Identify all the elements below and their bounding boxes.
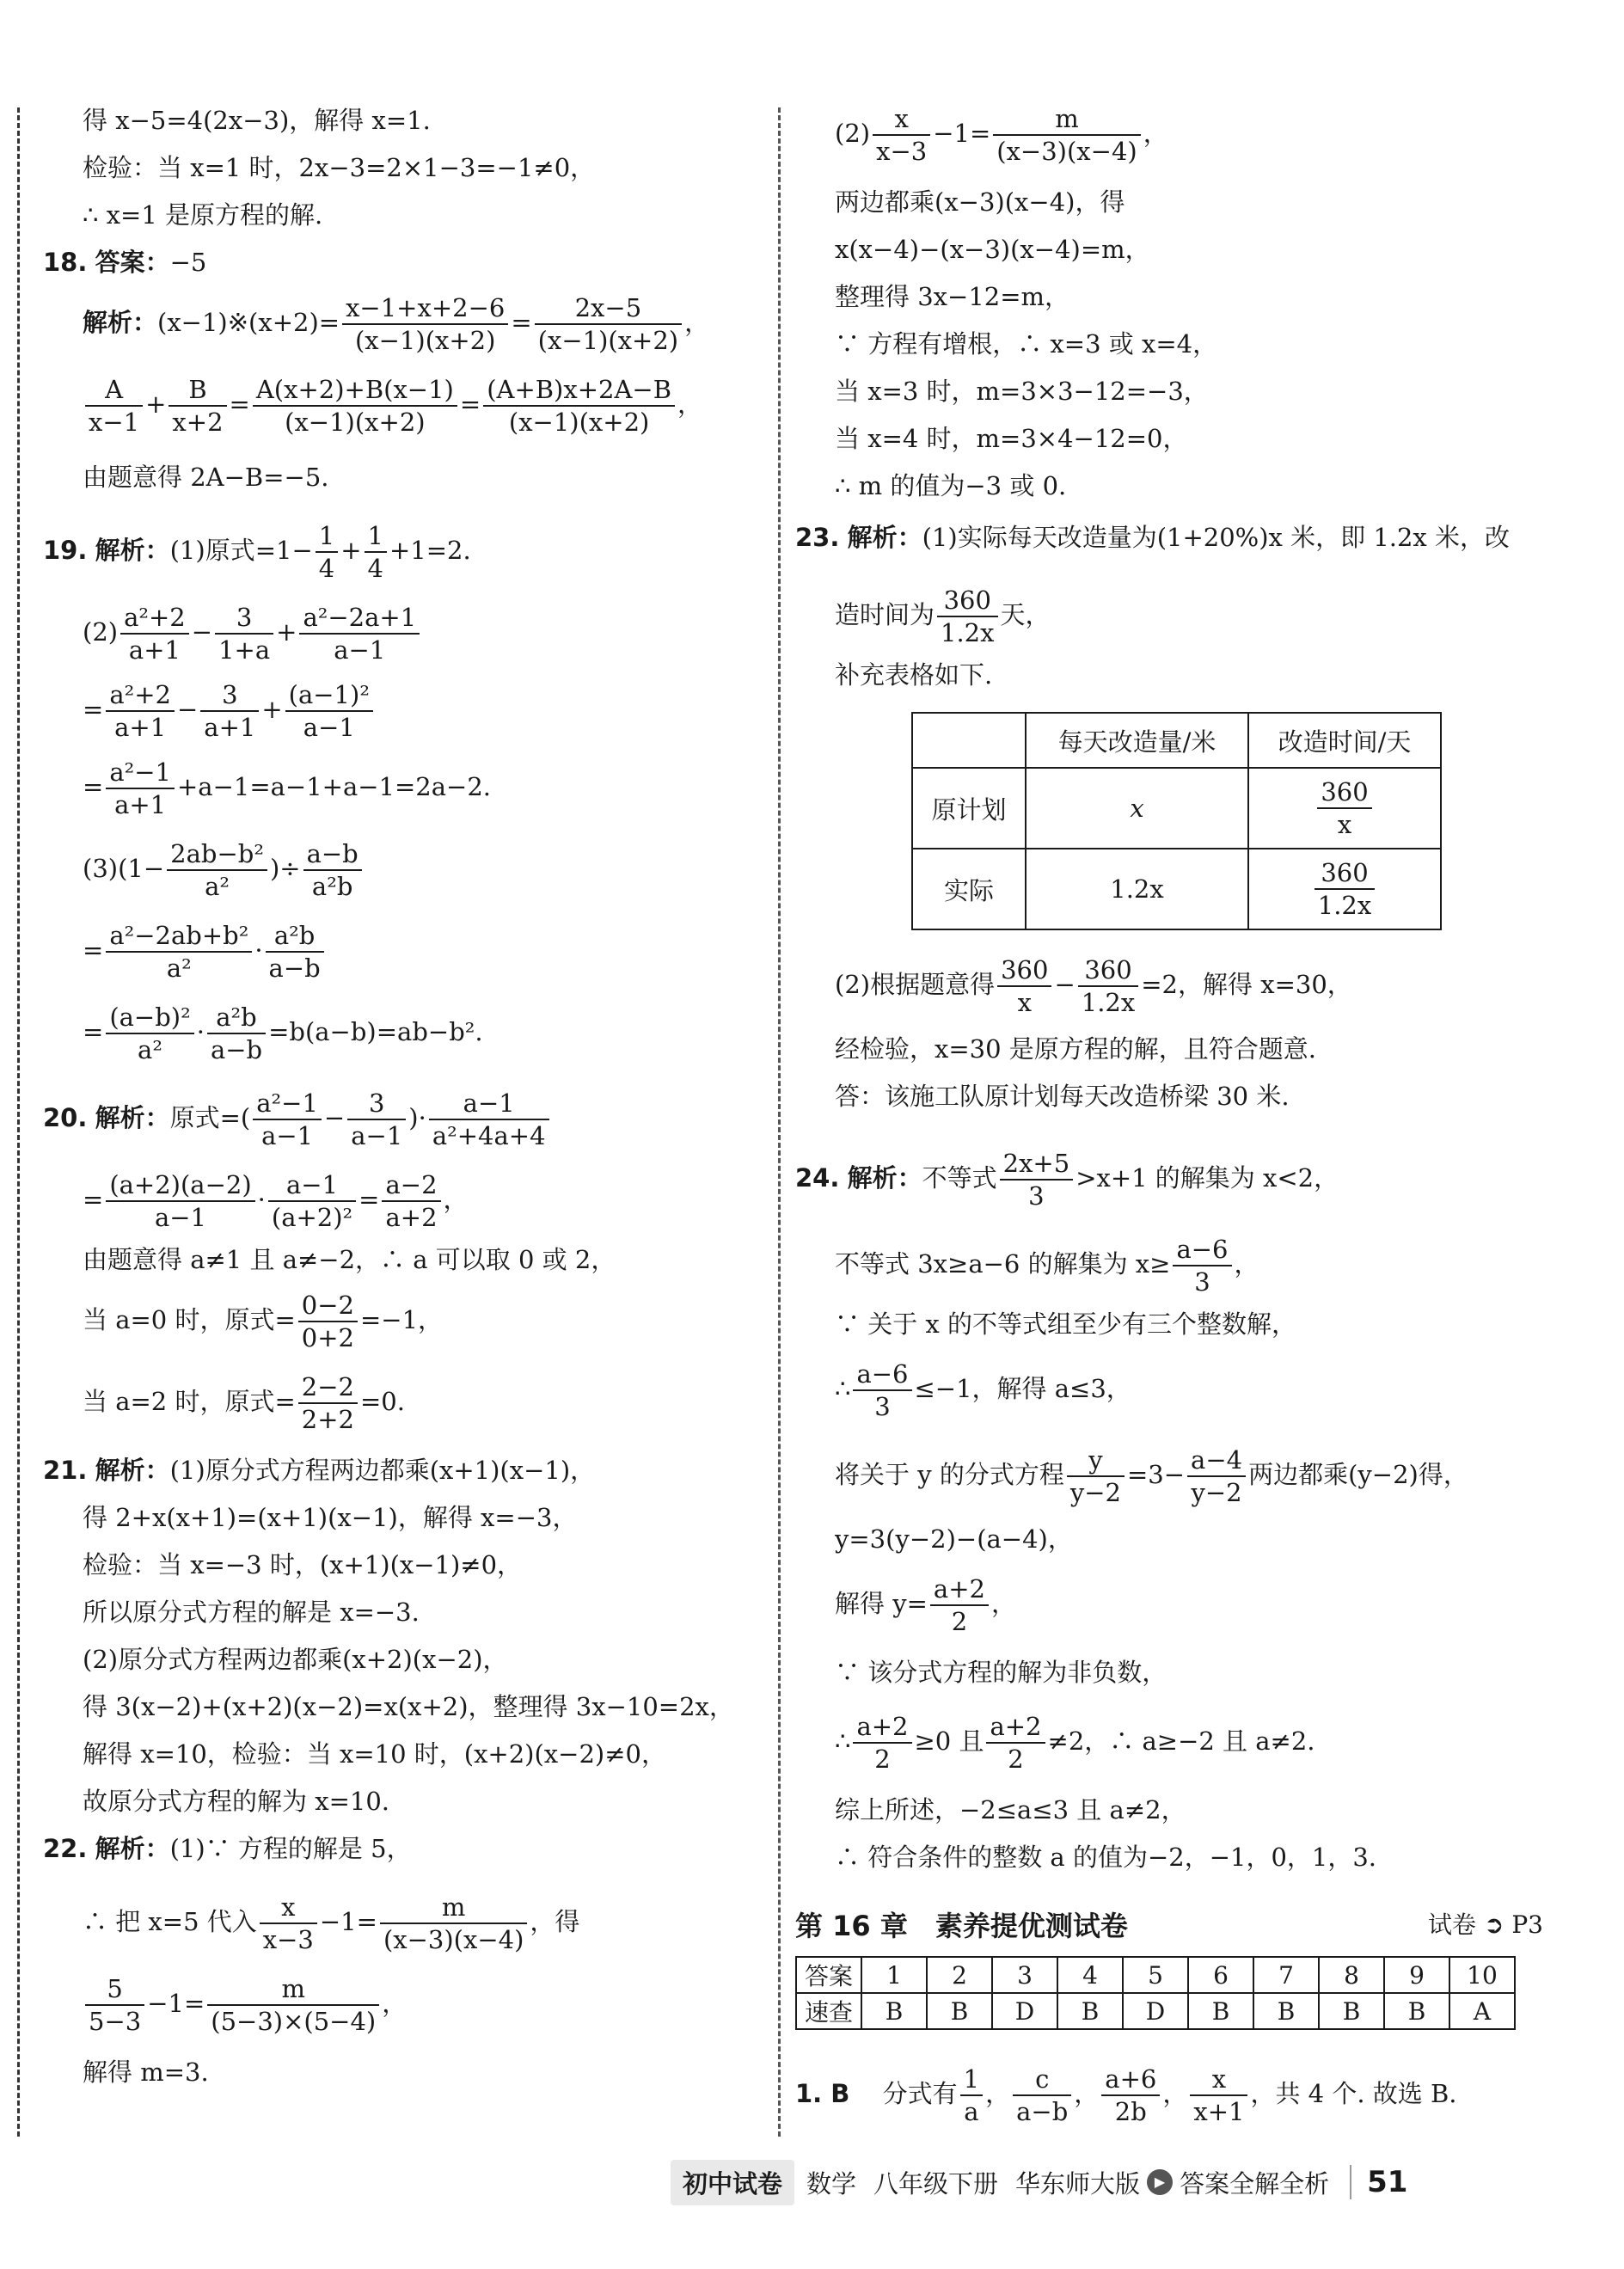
fraction: $\frac{(A+B)x+2A-B}{(x-1)(x+2)}$ xyxy=(483,374,675,438)
answer-label: 答案： xyxy=(95,248,170,277)
speed-question-number: 7 xyxy=(1253,1957,1319,1993)
fraction: $\frac{360}{1.2x}$ xyxy=(1078,954,1138,1018)
q24-line-2: 不等式 3x≥a−6 的解集为 x≥ $\frac{a-6}{3}$ ， xyxy=(835,1235,1259,1297)
speed-answer: D xyxy=(1123,1993,1188,2029)
table-cell xyxy=(912,713,1026,768)
fraction: $\frac{2-2}{2+2}$ xyxy=(298,1371,358,1435)
speed-answer: B xyxy=(1188,1993,1253,2029)
text-line: 检验：当 x=−3 时，(x+1)(x−1)≠0， xyxy=(83,1550,523,1579)
text: (1)原式=1− xyxy=(169,536,313,565)
fraction: $\frac{x}{x-3}$ xyxy=(260,1892,317,1955)
fraction: $\frac{0-2}{0+2}$ xyxy=(298,1290,358,1353)
text-line: 经检验，x=30 是原方程的解，且符合题意. xyxy=(835,1034,1316,1064)
text-line: 两边都乘(x−3)(x−4)，得 xyxy=(835,187,1125,217)
fraction: $\frac{\text{a²−1}}{a-1}$ xyxy=(253,1088,322,1151)
plan-table-wrap xyxy=(911,712,1442,930)
q19-line-4: = $\frac{\text{a²−1}}{a+1}$ +a−1=a−1+a−1=2a−2. xyxy=(83,757,492,819)
answer-speed-table-wrap xyxy=(795,1956,1516,2030)
page-footer xyxy=(671,2158,1407,2206)
analysis-label: 解析： xyxy=(83,308,158,337)
q20-line-1: 20. 解析：原式=( $\frac{\text{a²−1}}{a-1}$ − $\frac{3}{a-1}$ )· $\frac{a-1}{\text{a²+4a+4}}$ xyxy=(43,1088,552,1151)
speed-answer: A xyxy=(1449,1993,1515,2029)
text-line: ∴ 符合条件的整数 a 的值为−2，−1，0，1，3. xyxy=(835,1843,1377,1872)
table-row-label: 原计划 xyxy=(912,768,1026,849)
plan-table xyxy=(911,712,1442,930)
binding-line xyxy=(17,107,20,2137)
arrow-icon: ➲ xyxy=(1483,1910,1504,1939)
fraction: $\frac{a+2}{2}$ xyxy=(853,1711,911,1775)
q22-line-2: ∴ 把 x=5 代入 $\frac{x}{x-3}$ −1= $\frac{m}{(x-3)(x-4)}$ ，得 xyxy=(83,1892,580,1954)
fraction: $\frac{\text{a²−1}}{a+1}$ xyxy=(106,757,175,820)
question-number: 24. xyxy=(795,1163,840,1193)
speed-label: 速查 xyxy=(796,1993,861,2029)
table-cell: x xyxy=(1026,768,1248,849)
analysis-label: 解析： xyxy=(95,1834,170,1863)
analysis-label: 解析： xyxy=(847,523,922,552)
r-line-1: (2) $\frac{x}{x-3}$ −1= $\frac{m}{(x-3)(x-4)}$ ， xyxy=(835,104,1168,166)
fraction: $\frac{x}{x+1}$ xyxy=(1190,2064,1247,2127)
analysis-label: 解析： xyxy=(95,536,170,565)
text-line: ∵ 方程有增根，∴ x=3 或 x=4， xyxy=(835,329,1218,359)
fraction: $\frac{a-6}{3}$ xyxy=(853,1358,911,1422)
fraction: $\frac{2x-5}{(x-1)(x+2)}$ xyxy=(535,292,682,356)
q21-line-1: 21. 解析：(1)原分式方程两边都乘(x+1)(x−1)， xyxy=(43,1456,596,1485)
q23-line-2: 造时间为 $\frac{360}{1.2x}$ 天， xyxy=(835,586,1051,647)
text-line: 整理得 3x−12=m， xyxy=(835,282,1070,311)
text-line: 由题意得 2A−B=−5. xyxy=(83,463,329,492)
fraction: $\frac{a+2}{2}$ xyxy=(930,1573,989,1637)
text-line: 得 3(x−2)+(x+2)(x−2)=x(x+2)，整理得 3x−10=2x， xyxy=(83,1692,734,1721)
text-line: 故原分式方程的解为 x=10. xyxy=(83,1787,389,1816)
analysis-label: 解析： xyxy=(95,1456,170,1485)
q24-line-1: 24. 解析：不等式 $\frac{2x+5}{3}$ >x+1 的解集为 x<2， xyxy=(795,1149,1339,1211)
table-header: 改造时间/天 xyxy=(1248,713,1441,768)
speed-question-number: 2 xyxy=(927,1957,992,1993)
speed-answer: B xyxy=(1384,1993,1449,2029)
speed-answer: B xyxy=(1057,1993,1123,2029)
fraction: $\frac{360}{x}$ xyxy=(997,954,1051,1018)
column-divider xyxy=(778,107,781,2137)
answer-speed-table xyxy=(795,1956,1516,2030)
q20-line-2: = $\frac{(a+2)(a-2)}{a-1}$ · $\frac{a-1}{\text{(a+2)²}}$ = $\frac{a-2}{a+2}$ ， xyxy=(83,1170,469,1232)
fraction: $\frac{m}{(x-3)(x-4)}$ xyxy=(993,103,1140,167)
q19-line-5: (3)(1− $\frac{\text{2ab−b²}}{\text{a²}}$ )÷ $\frac{a-b}{\text{a²b}}$ xyxy=(43,838,365,902)
speed-question-number: 6 xyxy=(1188,1957,1253,1993)
chapter-header xyxy=(795,1904,1543,1944)
fraction: $\frac{\text{a²b}}{a-b}$ xyxy=(266,920,324,984)
grade-label: 八年级下册 xyxy=(873,2168,999,2198)
fraction: $\frac{a-4}{y-2}$ xyxy=(1187,1444,1246,1508)
table-cell: $\frac{360}{1.2x}$ xyxy=(1248,849,1441,929)
question-number: 19. xyxy=(43,536,88,565)
table-row-label: 实际 xyxy=(912,849,1026,929)
fraction: $\frac{\text{(a−b)²}}{\text{a²}}$ xyxy=(106,1002,193,1065)
fraction: $\frac{y}{y-2}$ xyxy=(1067,1444,1125,1508)
q19-line-3: = $\frac{\text{a²+2}}{a+1}$ − $\frac{3}{a+1}$ + $\frac{\text{(a−1)²}}{a-1}$ xyxy=(43,679,376,743)
text-line: (2)原分式方程两边都乘(x+2)(x−2)， xyxy=(83,1645,508,1674)
q19-line-1: 19. 解析：(1)原式=1− $\frac{1}{4}$ + $\frac{1}{4}$ +1=2. xyxy=(43,521,471,583)
analysis-label: 解析： xyxy=(95,1103,170,1132)
fraction: $\frac{1}{4}$ xyxy=(365,520,387,584)
speed-question-number: 3 xyxy=(992,1957,1057,1993)
speed-answer: B xyxy=(861,1993,927,2029)
chapter-title: 第 16 章 素养提优测试卷 xyxy=(795,1910,1128,1942)
table-header: 每天改造量/米 xyxy=(1026,713,1248,768)
text-line: 综上所述，−2≤a≤3 且 a≠2， xyxy=(835,1795,1186,1824)
ref-label: 试卷 xyxy=(1428,1910,1477,1939)
fraction: $\frac{1}{a}$ xyxy=(960,2064,983,2127)
fraction: $\frac{5}{5-3}$ xyxy=(85,1973,144,2037)
question-number: 1. B xyxy=(795,2079,850,2108)
q24-line-7: 解得 y= $\frac{a+2}{2}$ ， xyxy=(835,1574,1016,1636)
question-number: 18. xyxy=(43,248,88,277)
q22-line-1: 22. 解析：(1)∵ 方程的解是 5， xyxy=(43,1834,412,1863)
text-line: ∵ 关于 x 的不等式组至少有三个整数解， xyxy=(835,1309,1297,1339)
q22-line-3: $\frac{5}{5-3}$ −1= $\frac{m}{(5-3)\times(5-4)}$ ， xyxy=(43,1973,407,2037)
q18-answer-line xyxy=(43,245,206,279)
q18-analysis-line: 解析：(x−1)※(x+2)= $\frac{x-1+x+2-6}{(x-1)(x+2)}$ = $\frac{2x-5}{(x-1)(x+2)}$ ， xyxy=(83,293,710,355)
fraction: $\frac{360}{1.2x}$ xyxy=(937,585,997,648)
speed-answer: D xyxy=(992,1993,1057,2029)
text-line: x(x−4)−(x−3)(x−4)=m， xyxy=(835,235,1150,264)
fraction: $\frac{a-1}{\text{a²+4a+4}}$ xyxy=(429,1088,549,1151)
a1-line: 1. B 分式有 $\frac{1}{a}$ ， $\frac{c}{a-b}$ ， $\frac{a+6}{2b}$ ， $\frac{x}{x+1}$ ，共 4 个. 故选 B. xyxy=(795,2064,1457,2126)
speed-answer: B xyxy=(1253,1993,1319,2029)
q24-line-5: 将关于 y 的分式方程 $\frac{y}{y-2}$ =3− $\frac{a-4}{y-2}$ 两边都乘(y−2)得， xyxy=(835,1445,1468,1507)
fraction: $\frac{a-2}{a+2}$ xyxy=(382,1169,440,1233)
chapter-ref xyxy=(1428,1906,1543,1941)
fraction: $\frac{\text{a²+2}}{a+1}$ xyxy=(106,679,175,743)
fraction: $\frac{x}{x-3}$ xyxy=(873,103,930,167)
fraction: $\frac{3}{a-1}$ xyxy=(347,1088,406,1151)
text-line: ∴ m 的值为−3 或 0. xyxy=(835,471,1067,500)
fraction: $\frac{a-b}{\text{a²b}}$ xyxy=(303,838,362,902)
text-line: ∴ x=1 是原方程的解. xyxy=(83,200,323,230)
q23-line-1: 23. 解析：(1)实际每天改造量为(1+20%)x 米，即 1.2x 米，改 xyxy=(795,523,1511,552)
speed-question-number: 4 xyxy=(1057,1957,1123,1993)
fraction: $\frac{a+6}{2b}$ xyxy=(1101,2064,1160,2127)
answer-value: −5 xyxy=(169,248,207,277)
q19-line-6: = $\frac{\text{a²−2ab+b²}}{\text{a²}}$ · $\frac{\text{a²b}}{a-b}$ xyxy=(43,920,327,984)
text: (x−1)※(x+2)= xyxy=(157,308,340,337)
question-number: 22. xyxy=(43,1834,88,1863)
fraction: $\frac{a-1}{\text{(a+2)²}}$ xyxy=(268,1169,356,1233)
fraction: $\frac{\text{(a−1)²}}{a-1}$ xyxy=(285,679,373,743)
section-label: 答案全解全析 xyxy=(1180,2168,1330,2198)
fraction: $\frac{\text{2ab−b²}}{\text{a²}}$ xyxy=(167,838,267,902)
speed-question-number: 9 xyxy=(1384,1957,1449,1993)
fraction: $\frac{\text{a²−2a+1}}{a-1}$ xyxy=(299,602,420,665)
text-line: 解得 x=10，检验：当 x=10 时，(x+2)(x−2)≠0， xyxy=(83,1739,666,1769)
fraction: $\frac{1}{4}$ xyxy=(316,520,338,584)
text-line: 当 x=4 时，m=3×4−12=0， xyxy=(835,424,1188,453)
q19-line-2: (2) $\frac{\text{a²+2}}{a+1}$ − $\frac{3}{1+a}$ + $\frac{\text{a²−2a+1}}{a-1}$ xyxy=(43,602,422,665)
text-line: 所以原分式方程的解是 x=−3. xyxy=(83,1597,420,1627)
text-line: 得 2+x(x+1)=(x+1)(x−1)，解得 x=−3， xyxy=(83,1503,578,1532)
page-number: 51 xyxy=(1350,2165,1407,2199)
edition-label: 华东师大版 xyxy=(1015,2168,1141,2198)
q20-line-4: 当 a=0 时，原式= $\frac{0-2}{0+2}$ =−1， xyxy=(83,1291,444,1352)
text-line: ∵ 该分式方程的解为非负数， xyxy=(835,1658,1167,1687)
analysis-label: 解析： xyxy=(847,1163,922,1193)
text-line: 得 x−5=4(2x−3)，解得 x=1. xyxy=(83,106,431,135)
text: +1=2. xyxy=(389,536,471,565)
fraction: $\frac{(a+2)(a-2)}{a-1}$ xyxy=(106,1169,254,1233)
text-line: 检验：当 x=1 时，2x−3=2×1−3=−1≠0， xyxy=(83,153,596,182)
text-line: y=3(y−2)−(a−4)， xyxy=(835,1524,1073,1554)
question-number: 21. xyxy=(43,1456,88,1485)
fraction: $\frac{m}{(5-3)\times(5-4)}$ xyxy=(207,1973,379,2037)
speed-question-number: 1 xyxy=(861,1957,927,1993)
text-line: 由题意得 a≠1 且 a≠−2，∴ a 可以取 0 或 2， xyxy=(83,1245,616,1274)
text-line: 补充表格如下. xyxy=(835,660,993,690)
text-line: 答：该施工队原计划每天改造桥梁 30 米. xyxy=(835,1082,1290,1111)
fraction: $\frac{3}{a+1}$ xyxy=(200,679,259,743)
ref-page: P3 xyxy=(1511,1910,1543,1939)
speed-answer: B xyxy=(1319,1993,1384,2029)
text-line: 解得 m=3. xyxy=(83,2057,209,2087)
q20-line-5: 当 a=2 时，原式= $\frac{2-2}{2+2}$ =0. xyxy=(83,1372,405,1434)
play-icon: ▶ xyxy=(1147,2169,1173,2195)
question-number: 23. xyxy=(795,523,840,552)
table-cell: $\frac{360}{x}$ xyxy=(1248,768,1441,849)
question-number: 20. xyxy=(43,1103,88,1132)
text-line: 当 x=3 时，m=3×3−12=−3， xyxy=(835,377,1209,406)
q19-line-7: = $\frac{\text{(a−b)²}}{\text{a²}}$ · $\frac{\text{a²b}}{a-b}$ =b(a−b)=ab−b². xyxy=(83,1003,483,1064)
speed-label: 答案 xyxy=(796,1957,861,1993)
fraction: $\frac{3}{1+a}$ xyxy=(215,602,273,665)
fraction: $\frac{\text{a²−2ab+b²}}{\text{a²}}$ xyxy=(106,920,252,984)
fraction: $\frac{c}{a-b}$ xyxy=(1013,2064,1071,2127)
speed-question-number: 10 xyxy=(1449,1957,1515,1993)
fraction: $\frac{B}{x+2}$ xyxy=(169,374,226,438)
subject-label: 数学 xyxy=(806,2168,857,2198)
fraction: $\frac{a+2}{2}$ xyxy=(986,1711,1045,1775)
q18-equation-line: $\frac{A}{x-1}$ + $\frac{B}{x+2}$ = $\frac{A(x+2)+B(x-1)}{(x-1)(x+2)}$ = $\frac{(A+B)x+2A-B}{(x-1)(x+2)}$ ， xyxy=(43,374,702,438)
q23-line-4: (2)根据题意得 $\frac{360}{x}$ − $\frac{360}{1.2x}$ =2，解得 x=30， xyxy=(835,955,1352,1017)
speed-question-number: 5 xyxy=(1123,1957,1188,1993)
fraction: $\frac{2x+5}{3}$ xyxy=(1000,1148,1074,1211)
speed-question-number: 8 xyxy=(1319,1957,1384,1993)
q24-line-4: ∴ $\frac{a-6}{3}$ ≤−1，解得 a≤3， xyxy=(835,1359,1131,1421)
fraction: $\frac{a-6}{3}$ xyxy=(1173,1234,1231,1297)
fraction: $\frac{\text{a²+2}}{a+1}$ xyxy=(120,602,189,665)
q24-line-9: ∴ $\frac{a+2}{2}$ ≥0 且 $\frac{a+2}{2}$ ≠2，∴ a≥−2 且 a≠2. xyxy=(835,1712,1315,1774)
fraction: $\frac{A(x+2)+B(x-1)}{(x-1)(x+2)}$ xyxy=(253,374,457,438)
fraction: $\frac{A}{x-1}$ xyxy=(85,374,143,438)
speed-answer: B xyxy=(927,1993,992,2029)
table-cell: 1.2x xyxy=(1026,849,1248,929)
brand-label: 初中试卷 xyxy=(671,2160,794,2205)
fraction: $\frac{m}{(x-3)(x-4)}$ xyxy=(380,1892,527,1955)
fraction: $\frac{x-1+x+2-6}{(x-1)(x+2)}$ xyxy=(342,292,508,356)
fraction: $\frac{\text{a²b}}{a-b}$ xyxy=(207,1002,266,1065)
